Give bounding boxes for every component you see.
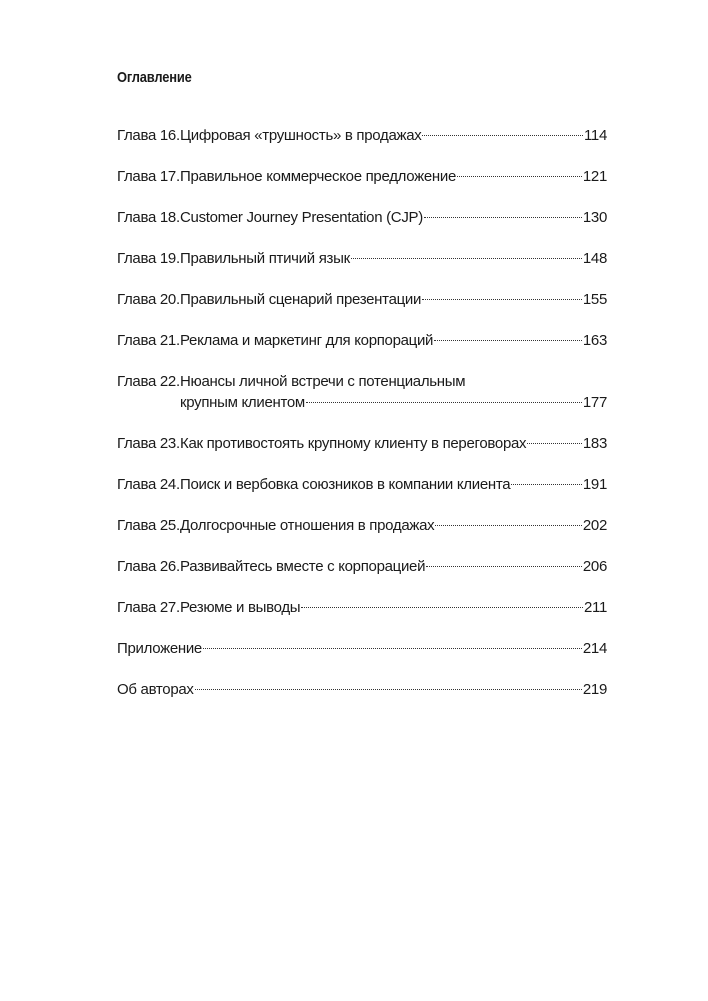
toc-entry-chapter-18[interactable] (117, 209, 607, 250)
dot-leader (527, 443, 582, 444)
page-number: 163 (582, 332, 607, 349)
toc-entry-appendix[interactable] (117, 640, 607, 681)
toc-entry-chapter-22[interactable] (117, 373, 607, 435)
page-number: 130 (582, 209, 607, 226)
dot-leader (422, 135, 583, 136)
chapter-title-continuation: крупным клиентом (180, 394, 305, 411)
dot-leader (203, 648, 582, 649)
page-number: 191 (582, 476, 607, 493)
dot-leader (351, 258, 582, 259)
page-number: 206 (582, 558, 607, 575)
dot-leader (511, 484, 582, 485)
toc-entry-chapter-23[interactable] (117, 435, 607, 476)
chapter-title: Развивайтесь вместе с корпорацией (180, 558, 426, 575)
dot-leader (457, 176, 582, 177)
dot-leader (424, 217, 582, 218)
toc-entry-chapter-19[interactable] (117, 250, 607, 291)
dot-leader (434, 340, 582, 341)
page-number: 121 (582, 168, 607, 185)
toc-entry-chapter-16[interactable] (117, 127, 607, 168)
toc-entry-chapter-17[interactable] (117, 168, 607, 209)
page-number: 219 (582, 681, 607, 698)
page-number: 202 (582, 517, 607, 534)
chapter-number: Глава 21. (117, 332, 180, 349)
chapter-title: Правильный сценарий презентации (180, 291, 422, 308)
toc-heading: Оглавление (117, 69, 192, 86)
toc-list (117, 127, 607, 722)
dot-leader (306, 402, 582, 403)
toc-entry-chapter-26[interactable] (117, 558, 607, 599)
page-number: 114 (583, 127, 607, 144)
toc-entry-chapter-20[interactable] (117, 291, 607, 332)
chapter-number: Глава 27. (117, 599, 180, 616)
chapter-number: Глава 17. (117, 168, 180, 185)
chapter-title: Реклама и маркетинг для корпораций (180, 332, 434, 349)
dot-leader (435, 525, 582, 526)
page-number: 148 (582, 250, 607, 267)
page-number: 211 (583, 599, 607, 616)
chapter-number: Глава 24. (117, 476, 180, 493)
chapter-number: Глава 22. (117, 373, 180, 390)
chapter-number: Глава 19. (117, 250, 180, 267)
chapter-number: Глава 25. (117, 517, 180, 534)
chapter-title: Правильное коммерческое предложение (180, 168, 457, 185)
chapter-title: Резюме и выводы (180, 599, 301, 616)
chapter-number: Глава 23. (117, 435, 180, 452)
chapter-number: Глава 20. (117, 291, 180, 308)
dot-leader (301, 607, 583, 608)
chapter-number: Глава 26. (117, 558, 180, 575)
toc-entry-chapter-21[interactable] (117, 332, 607, 373)
chapter-title: Поиск и вербовка союзников в компании клиента (180, 476, 511, 493)
section-title: Приложение (117, 640, 202, 657)
page-number: 183 (582, 435, 607, 452)
dot-leader (195, 689, 582, 690)
chapter-title: Как противостоять крупному клиенту в переговорах (180, 435, 527, 452)
page-number: 177 (582, 394, 607, 411)
chapter-number: Глава 16. (117, 127, 180, 144)
chapter-title: Правильный птичий язык (180, 250, 350, 267)
chapter-number: Глава 18. (117, 209, 180, 226)
page-number: 155 (582, 291, 607, 308)
toc-entry-chapter-24[interactable] (117, 476, 607, 517)
toc-entry-about-authors[interactable] (117, 681, 607, 722)
chapter-title: Customer Journey Presentation (CJP) (180, 209, 423, 226)
chapter-title: Цифровая «трушность» в продажах (180, 127, 422, 144)
page-number: 214 (582, 640, 607, 657)
dot-leader (422, 299, 582, 300)
toc-entry-chapter-27[interactable] (117, 599, 607, 640)
chapter-title: Долгосрочные отношения в продажах (180, 517, 435, 534)
chapter-title: Нюансы личной встречи с потенциальным (180, 373, 466, 390)
dot-leader (426, 566, 582, 567)
toc-entry-chapter-25[interactable] (117, 517, 607, 558)
section-title: Об авторах (117, 681, 194, 698)
